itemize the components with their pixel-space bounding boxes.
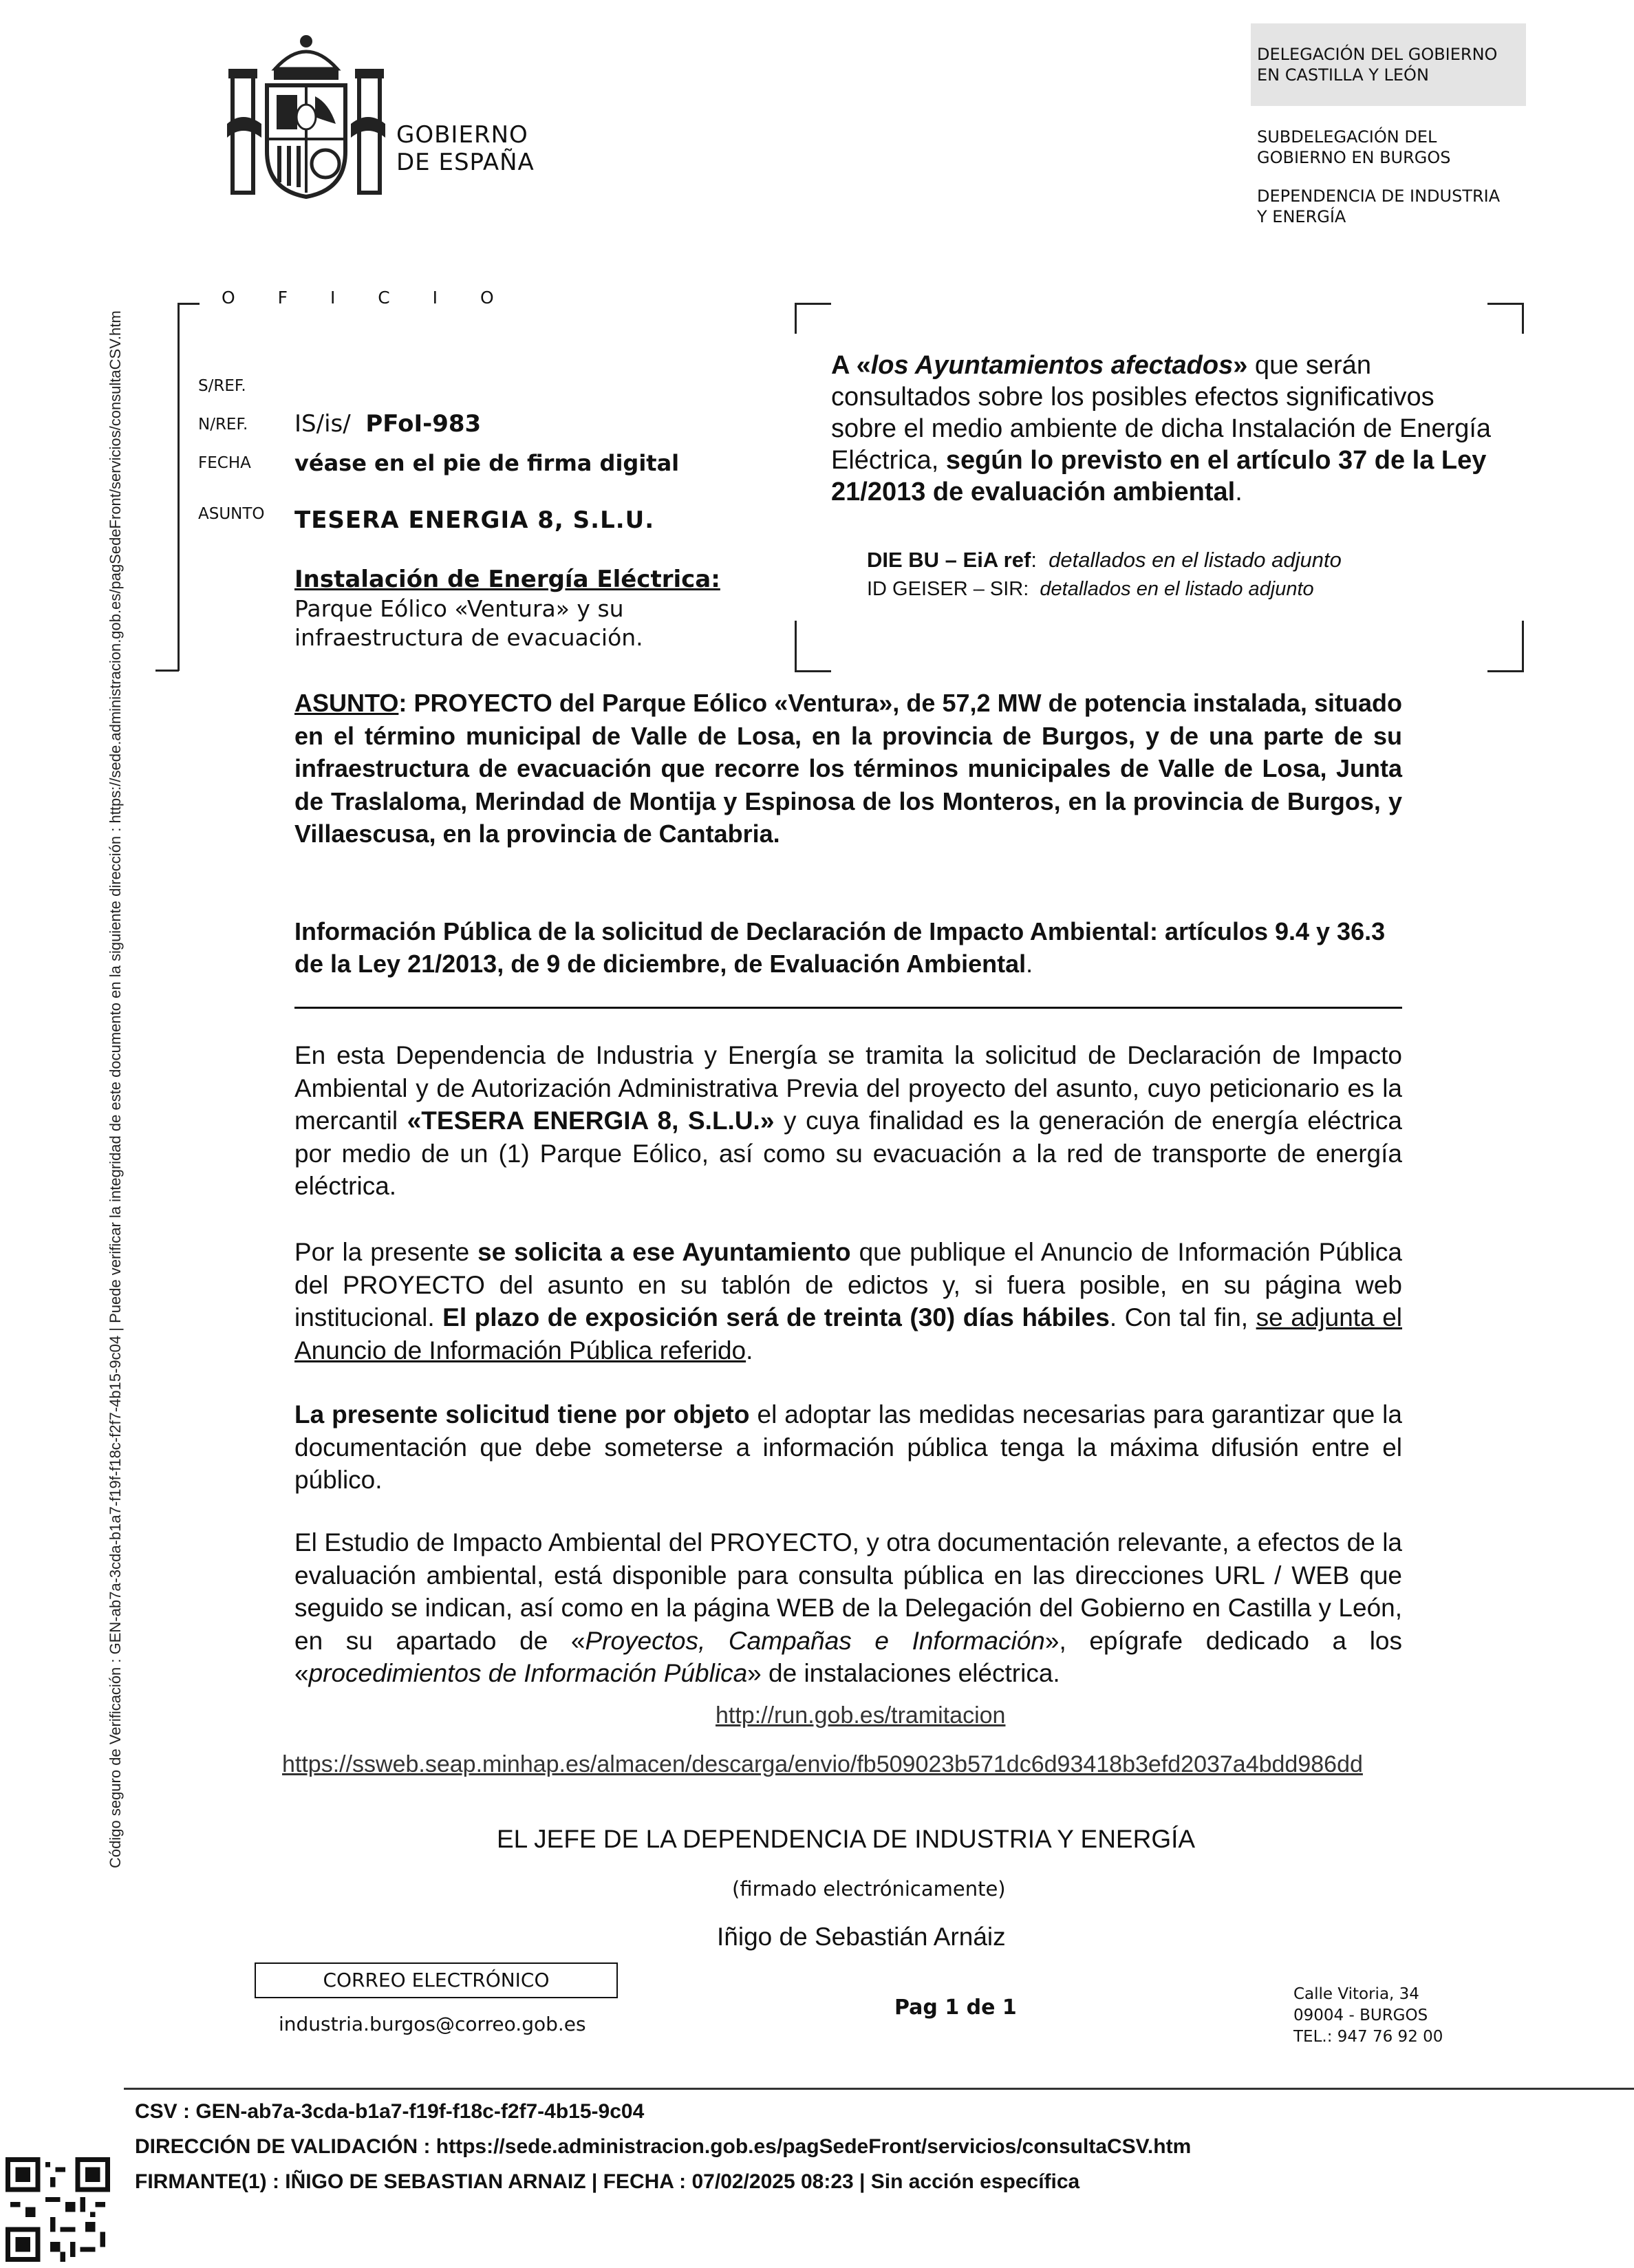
geiser-ref-line: ID GEISER – SIR: detallados en el listado adjunto — [867, 578, 1314, 600]
signature-name: Iñigo de Sebastián Arnáiz — [717, 1923, 1006, 1951]
addr-corner-tr — [1487, 303, 1524, 334]
footer-csv: CSV : GEN-ab7a-3cda-b1a7-f19f-f18c-f2f7-4b15-9c04 — [135, 2100, 645, 2123]
page-number: Pag 1 de 1 — [894, 1996, 1017, 2020]
addressee-block: A «los Ayuntamientos afectados» que serán consultados sobre los posibles efectos significativos sobre el medio ambiente de dicha Instalación de Energía Eléctrica, según lo previsto en el artículo 37 de la Ley 21/2013 de evaluación ambiental. — [831, 351, 1492, 506]
addr-corner-br — [1487, 621, 1524, 672]
body-paragraph-1: En esta Dependencia de Industria y Energía se tramita la solicitud de Declaración de Impacto Ambiental y de Autorización Administrativa Previa del proyecto del asunto, cuyo peticionario es la mercantil «TESERA ENERGIA 8, S.L.U.» y cuya finalidad es la generación de energía eléctrica por medio de un (1) Parque Eólico, así como su evacuación a la red de transporte de energía eléctrica. — [294, 1041, 1402, 1200]
sref-label: S/REF. — [198, 377, 246, 395]
body-paragraph-4: El Estudio de Impacto Ambiental del PROYECTO, y otra documentación relevante, a efectos de la evaluación ambiental, está disponible para consulta pública en las direcciones URL / WEB que seguido se indican, así como en la página WEB de la Delegación del Gobierno en Castilla y León, en su apartado de «Proyectos, Campañas e Información», epígrafe dedicado a los «procedimientos de Información Pública» de instalaciones eléctrica. — [294, 1528, 1402, 1687]
nref-value: IS/is/ PFoI-983 — [294, 410, 482, 438]
instalacion-title: Instalación de Energía Eléctrica: — [294, 566, 720, 593]
dependencia-text: DEPENDENCIA DE INDUSTRIA Y ENERGÍA — [1257, 186, 1501, 226]
gobierno-espana-text: GOBIERNO DE ESPAÑA — [396, 121, 535, 176]
fecha-label: FECHA — [198, 454, 251, 472]
correo-label-box: CORREO ELECTRÓNICO — [255, 1962, 618, 1998]
oficio-heading: O F I C I O — [222, 288, 494, 308]
side-verification-text: Código seguro de Verificación : GEN-ab7a-3cda-b1a7-f19f-f18c-f2f7-4b15-9c04 | Puede verificar la integridad de este documento en la siguiente dirección : https://sede.administracion.gob.es/pagSedeFront/servicios/consultaCSV.htm — [107, 310, 124, 1868]
signature-title: EL JEFE DE LA DEPENDENCIA DE INDUSTRIA Y ENERGÍA — [497, 1825, 1196, 1853]
info-publica-heading: Información Pública de la solicitud de Declaración de Impacto Ambiental: artículos 9.4 y 36.3 de la Ley 21/2013, de 9 de diciembre, de Evaluación Ambiental. — [294, 917, 1386, 978]
left-bracket-bottom — [155, 670, 179, 672]
die-ref-line: DIE BU – EiA ref: detallados en el listado adjunto — [867, 548, 1342, 572]
postal-address: Calle Vitoria, 34 09004 - BURGOS TEL.: 947 76 92 00 — [1293, 1985, 1443, 2046]
instalacion-text: Parque Eólico «Ventura» y su infraestructura de evacuación. — [294, 595, 643, 651]
email-address[interactable]: industria.burgos@correo.gob.es — [279, 2013, 586, 2035]
footer-divider — [124, 2088, 1634, 2090]
asunto-paragraph: ASUNTO: PROYECTO del Parque Eólico «Ventura», de 57,2 MW de potencia instalada, situado en el término municipal de Valle de Losa, en la provincia de Burgos, y de una parte de su infraestructura de evacuación que recorre los términos municipales de Valle de Losa, Junta de Traslaloma, Merindad de Montija y Espinosa de los Monteros, en la provincia de Burgos, y Villaescusa, en la provincia de Cantabria. — [294, 689, 1402, 848]
asunto-label: ASUNTO — [198, 505, 265, 523]
fecha-value: véase en el pie de firma digital — [294, 450, 680, 476]
heading-divider — [294, 1007, 1402, 1009]
descarga-link[interactable]: https://ssweb.seap.minhap.es/almacen/descarga/envio/fb509023b571dc6d93418b3efd2037a4bdd986dd — [282, 1751, 1363, 1777]
body-paragraph-3: La presente solicitud tiene por objeto el adoptar las medidas necesarias para garantizar que la documentación que debe someterse a información pública tenga la máxima difusión entre el público. — [294, 1400, 1402, 1494]
footer-firmante: FIRMANTE(1) : IÑIGO DE SEBASTIAN ARNAIZ | FECHA : 07/02/2025 08:23 | Sin acción específica — [135, 2170, 1080, 2193]
subdelegacion-text: SUBDELEGACIÓN DEL GOBIERNO EN BURGOS — [1257, 127, 1451, 167]
signature-firmado: (firmado electrónicamente) — [732, 1877, 1006, 1901]
nref-label: N/REF. — [198, 416, 248, 434]
coat-of-arms-logo — [227, 28, 385, 200]
asunto-value: TESERA ENERGIA 8, S.L.U. — [294, 506, 655, 534]
footer-direccion: DIRECCIÓN DE VALIDACIÓN : https://sede.administracion.gob.es/pagSedeFront/servicios/consultaCSV.htm — [135, 2135, 1192, 2158]
tramitacion-link[interactable]: http://run.gob.es/tramitacion — [716, 1702, 1006, 1729]
body-paragraph-2: Por la presente se solicita a ese Ayuntamiento que publique el Anuncio de Información Pública del PROYECTO del asunto en su tablón de edictos y, si fuera posible, en su página web institucional. El plazo de exposición será de treinta (30) días hábiles. Con tal fin, se adjunta el Anuncio de Información Pública referido. — [294, 1238, 1402, 1365]
addr-corner-bl — [795, 621, 831, 672]
left-bracket-top — [178, 303, 200, 305]
qr-code-icon — [6, 2157, 110, 2262]
left-bracket-side — [178, 303, 180, 671]
delegacion-text: DELEGACIÓN DEL GOBIERNO EN CASTILLA Y LEÓN — [1257, 45, 1498, 85]
addr-corner-tl — [795, 303, 831, 334]
